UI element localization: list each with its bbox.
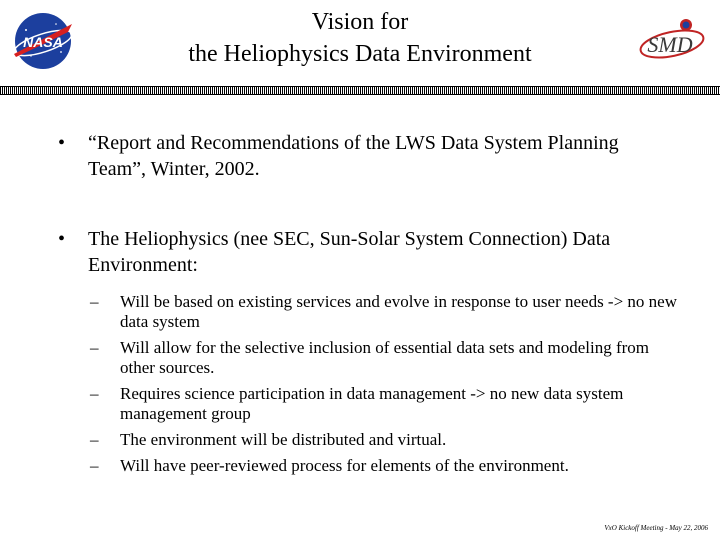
bullet-text: The Heliophysics (nee SEC, Sun-Solar System Connection) Data Environment: [88, 228, 611, 276]
title-line-2: the Heliophysics Data Environment [188, 41, 532, 67]
sub-bullet-text: Requires science participation in data management -> no new data system management group [120, 384, 624, 423]
bullet-item [58, 130, 678, 182]
sub-bullet-mark: – [90, 292, 99, 311]
smd-logo [634, 14, 708, 70]
sub-bullet-item [90, 384, 678, 424]
bullet-mark: • [58, 132, 66, 154]
bullet-item [58, 226, 678, 476]
bullet-text: “Report and Recommendations of the LWS Data System Planning Team”, Winter, 2002. [88, 132, 619, 180]
svg-text:NASA: NASA [23, 34, 63, 50]
sub-bullet-mark: – [90, 430, 99, 449]
bullet-mark: • [58, 228, 66, 250]
svg-text:SMD: SMD [647, 32, 693, 57]
sub-bullet-item [90, 292, 678, 332]
nasa-logo [6, 10, 80, 72]
title-line-1: Vision for [311, 9, 409, 35]
bullet-list [58, 130, 678, 482]
sub-bullet-list [88, 292, 678, 476]
footer-text: VxO Kickoff Meeting - May 22, 2006 [604, 524, 708, 532]
sub-bullet-text: Will have peer-reviewed process for elements of the environment. [120, 456, 569, 475]
sub-bullet-text: The environment will be distributed and virtual. [120, 430, 447, 449]
sub-bullet-mark: – [90, 384, 99, 403]
sub-bullet-item [90, 338, 678, 378]
sub-bullet-item [90, 456, 678, 476]
sub-bullet-item [90, 430, 678, 450]
slide-title [150, 6, 570, 70]
sub-bullet-mark: – [90, 456, 99, 475]
sub-bullet-text: Will be based on existing services and evolve in response to user needs -> no new data system [120, 292, 678, 331]
sub-bullet-text: Will allow for the selective inclusion of essential data sets and modeling from other sources. [120, 338, 650, 377]
header-rule [0, 86, 720, 95]
sub-bullet-mark: – [90, 338, 99, 357]
